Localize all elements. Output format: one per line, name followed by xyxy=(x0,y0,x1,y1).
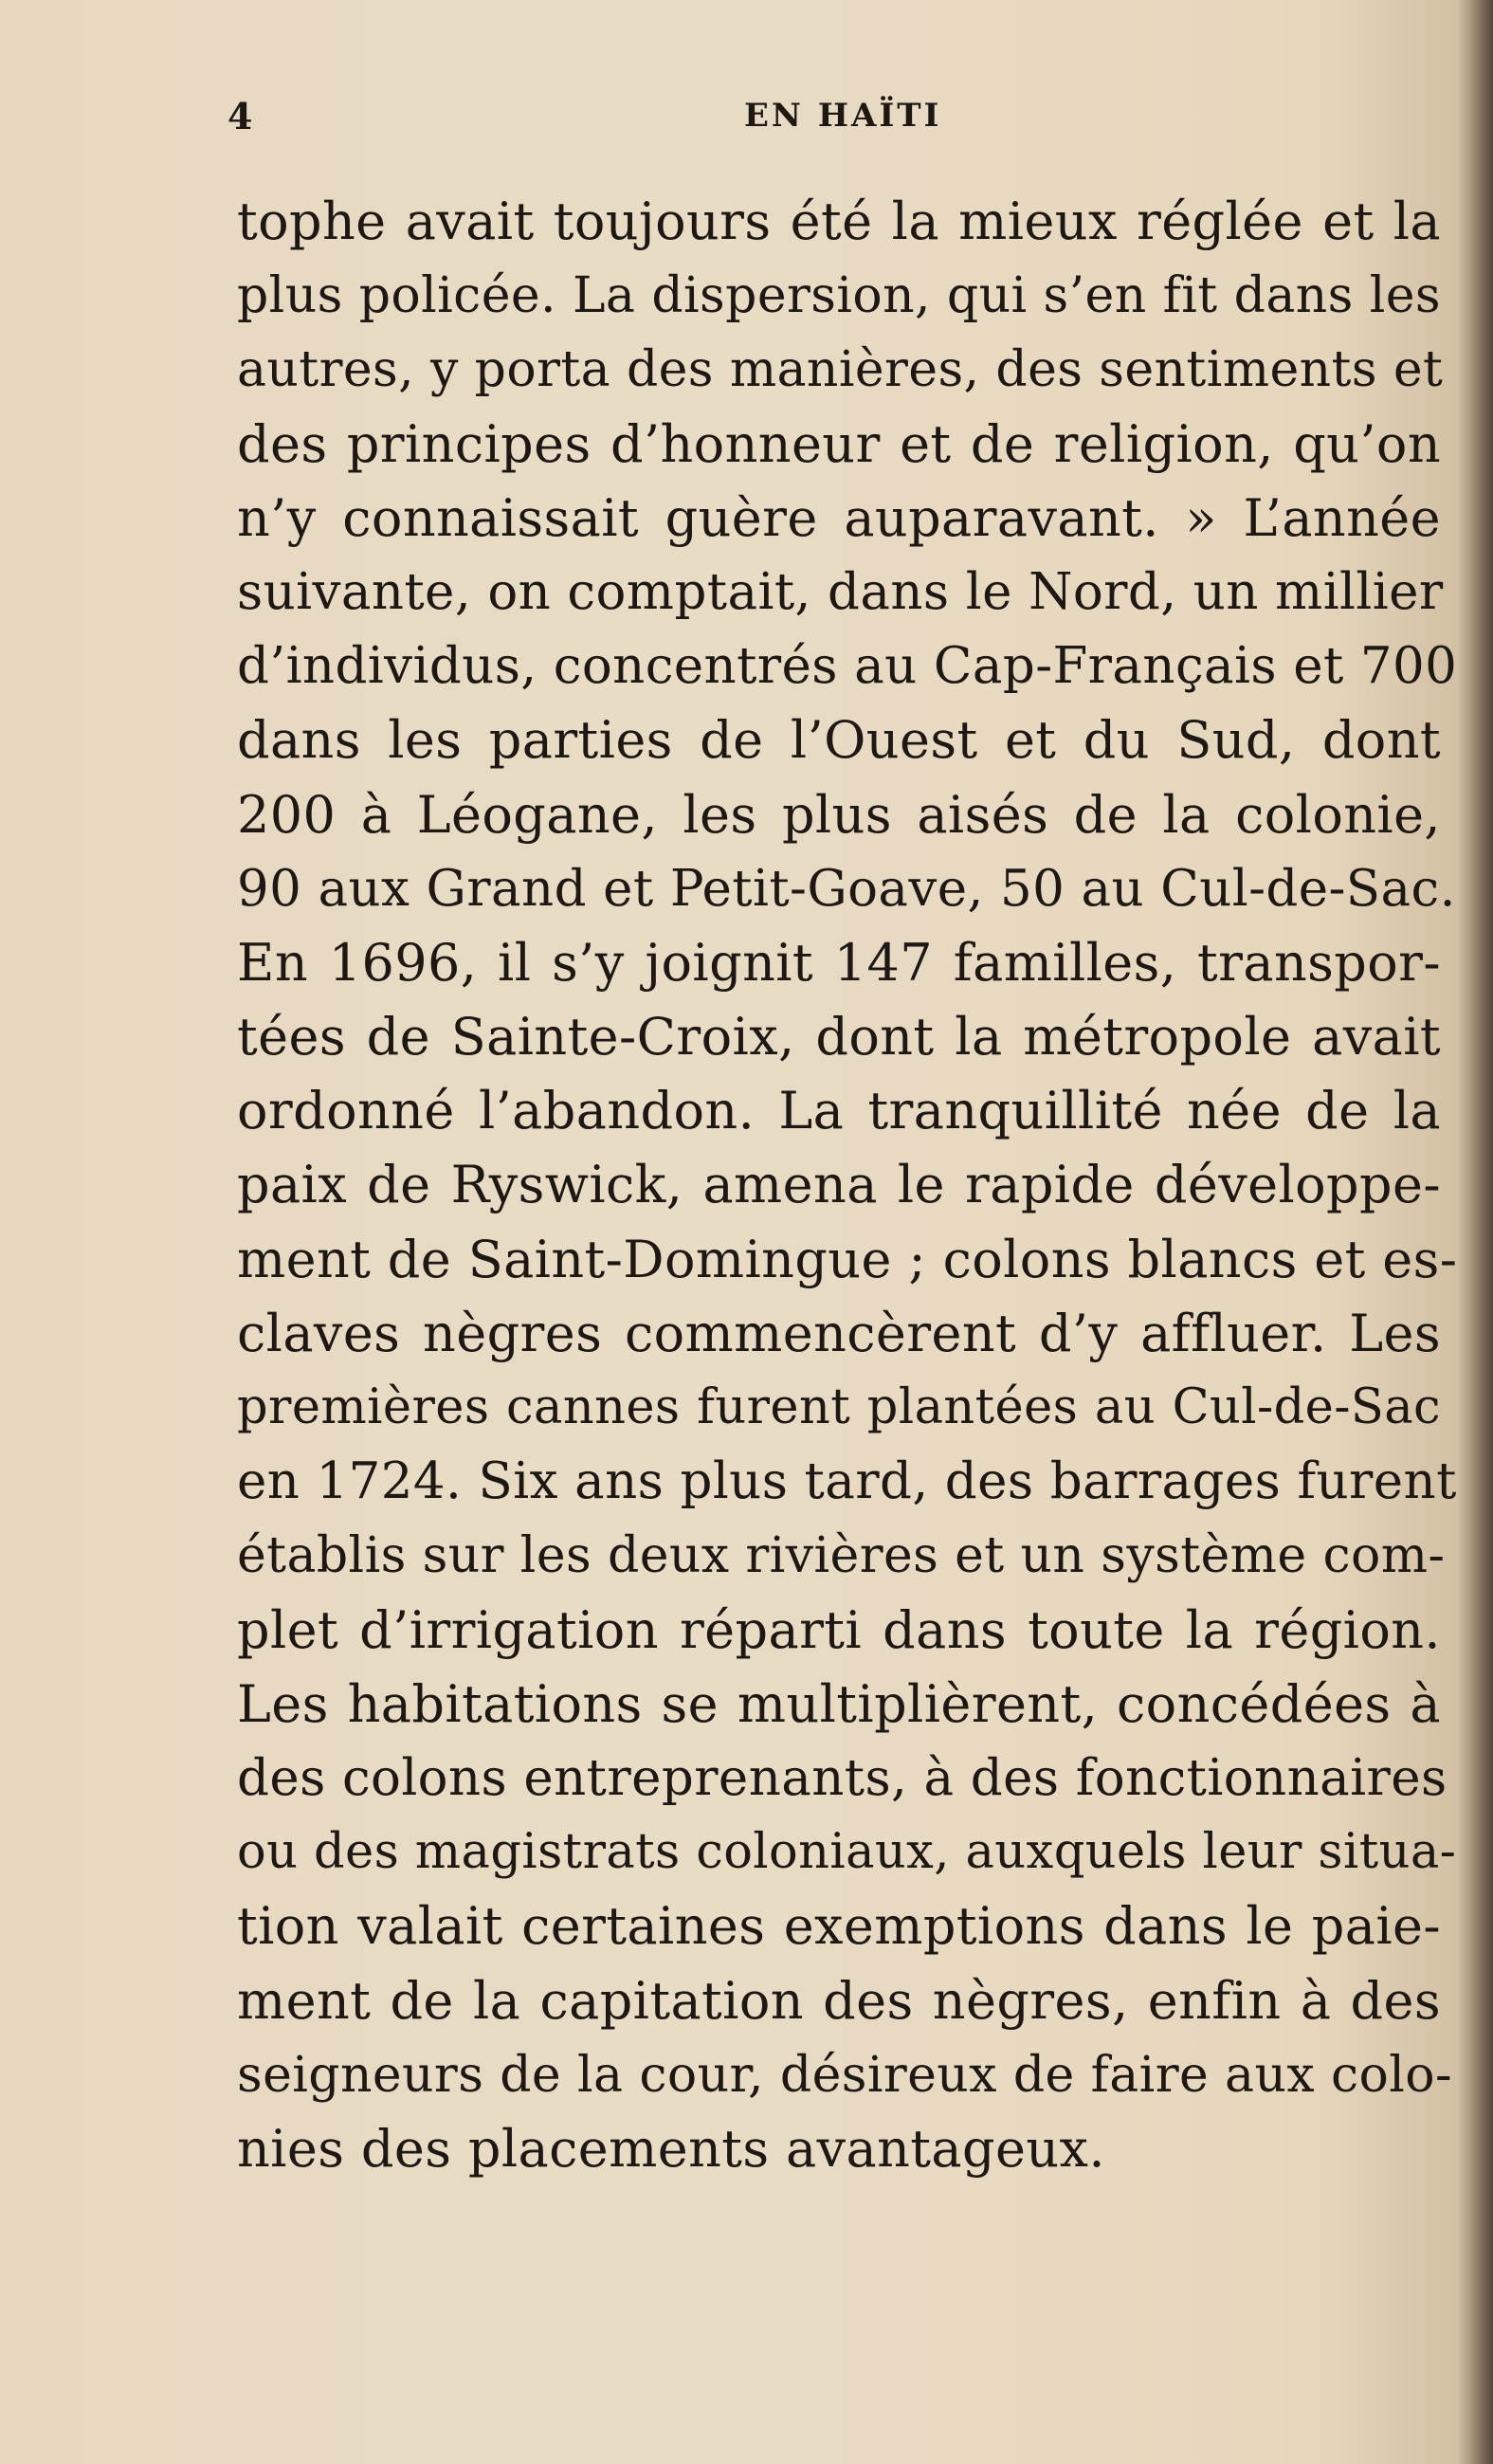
text-line: Les habitations se multiplièrent, concédées à xyxy=(237,1673,1441,1734)
page-gutter-shadow xyxy=(1457,0,1493,2464)
text-line: des principes d’honneur et de religion, qu’on xyxy=(237,413,1441,474)
text-line: 200 à Léogane, les plus aisés de la colonie, xyxy=(237,784,1441,845)
text-line: suivante, on comptait, dans le Nord, un millier xyxy=(237,562,1444,621)
text-line: tées de Sainte-Croix, dont la métropole avait xyxy=(237,1007,1441,1068)
text-line-last: nies des placements avantageux. xyxy=(237,2118,1105,2179)
text-line: autres, y porta des manières, des sentiments et xyxy=(237,341,1444,399)
text-line: En 1696, il s’y joignit 147 familles, transpor- xyxy=(237,932,1441,993)
text-line: en 1724. Six ans plus tard, des barrages furent xyxy=(237,1452,1457,1511)
text-line: ment de Saint-Domingue ; colons blancs et es- xyxy=(237,1229,1458,1289)
page-header xyxy=(228,95,1441,142)
text-line: plet d’irrigation réparti dans toute la région. xyxy=(237,1599,1441,1660)
text-line: paix de Ryswick, amena le rapide développe- xyxy=(237,1155,1441,1215)
text-line: d’individus, concentrés au Cap-Français et 700 xyxy=(237,637,1458,696)
text-line: n’y connaissait guère auparavant. » L’année xyxy=(237,487,1441,548)
text-line: ou des magistrats coloniaux, auxquels leur situa- xyxy=(237,1824,1457,1881)
text-line: ment de la capitation des nègres, enfin à des xyxy=(237,1970,1441,2031)
text-line: dans les parties de l’Ouest et du Sud, dont xyxy=(237,710,1441,771)
text-line: plus policée. La dispersion, qui s’en fit dans les xyxy=(237,267,1441,325)
body-paragraph xyxy=(237,185,1458,2186)
text-line: tion valait certaines exemptions dans le paie- xyxy=(237,1896,1441,1957)
text-line: tophe avait toujours été la mieux réglée et la xyxy=(237,192,1441,251)
text-line: seigneurs de la cour, désireux de faire aux colo- xyxy=(237,2046,1452,2104)
page-number: 4 xyxy=(228,95,253,137)
text-line: claves nègres commencèrent d’y affluer. Les xyxy=(237,1303,1441,1363)
running-title: EN HAÏTI xyxy=(744,97,942,135)
text-line: des colons entreprenants, à des fonctionnaires xyxy=(237,1748,1447,1807)
text-line: établis sur les deux rivières et un système com- xyxy=(237,1527,1446,1585)
text-line: premières cannes furent plantées au Cul-de-Sac xyxy=(237,1379,1441,1435)
text-line: ordonné l’abandon. La tranquillité née de la xyxy=(237,1081,1441,1141)
text-line: 90 aux Grand et Petit-Goave, 50 au Cul-de-Sac. xyxy=(237,859,1456,918)
